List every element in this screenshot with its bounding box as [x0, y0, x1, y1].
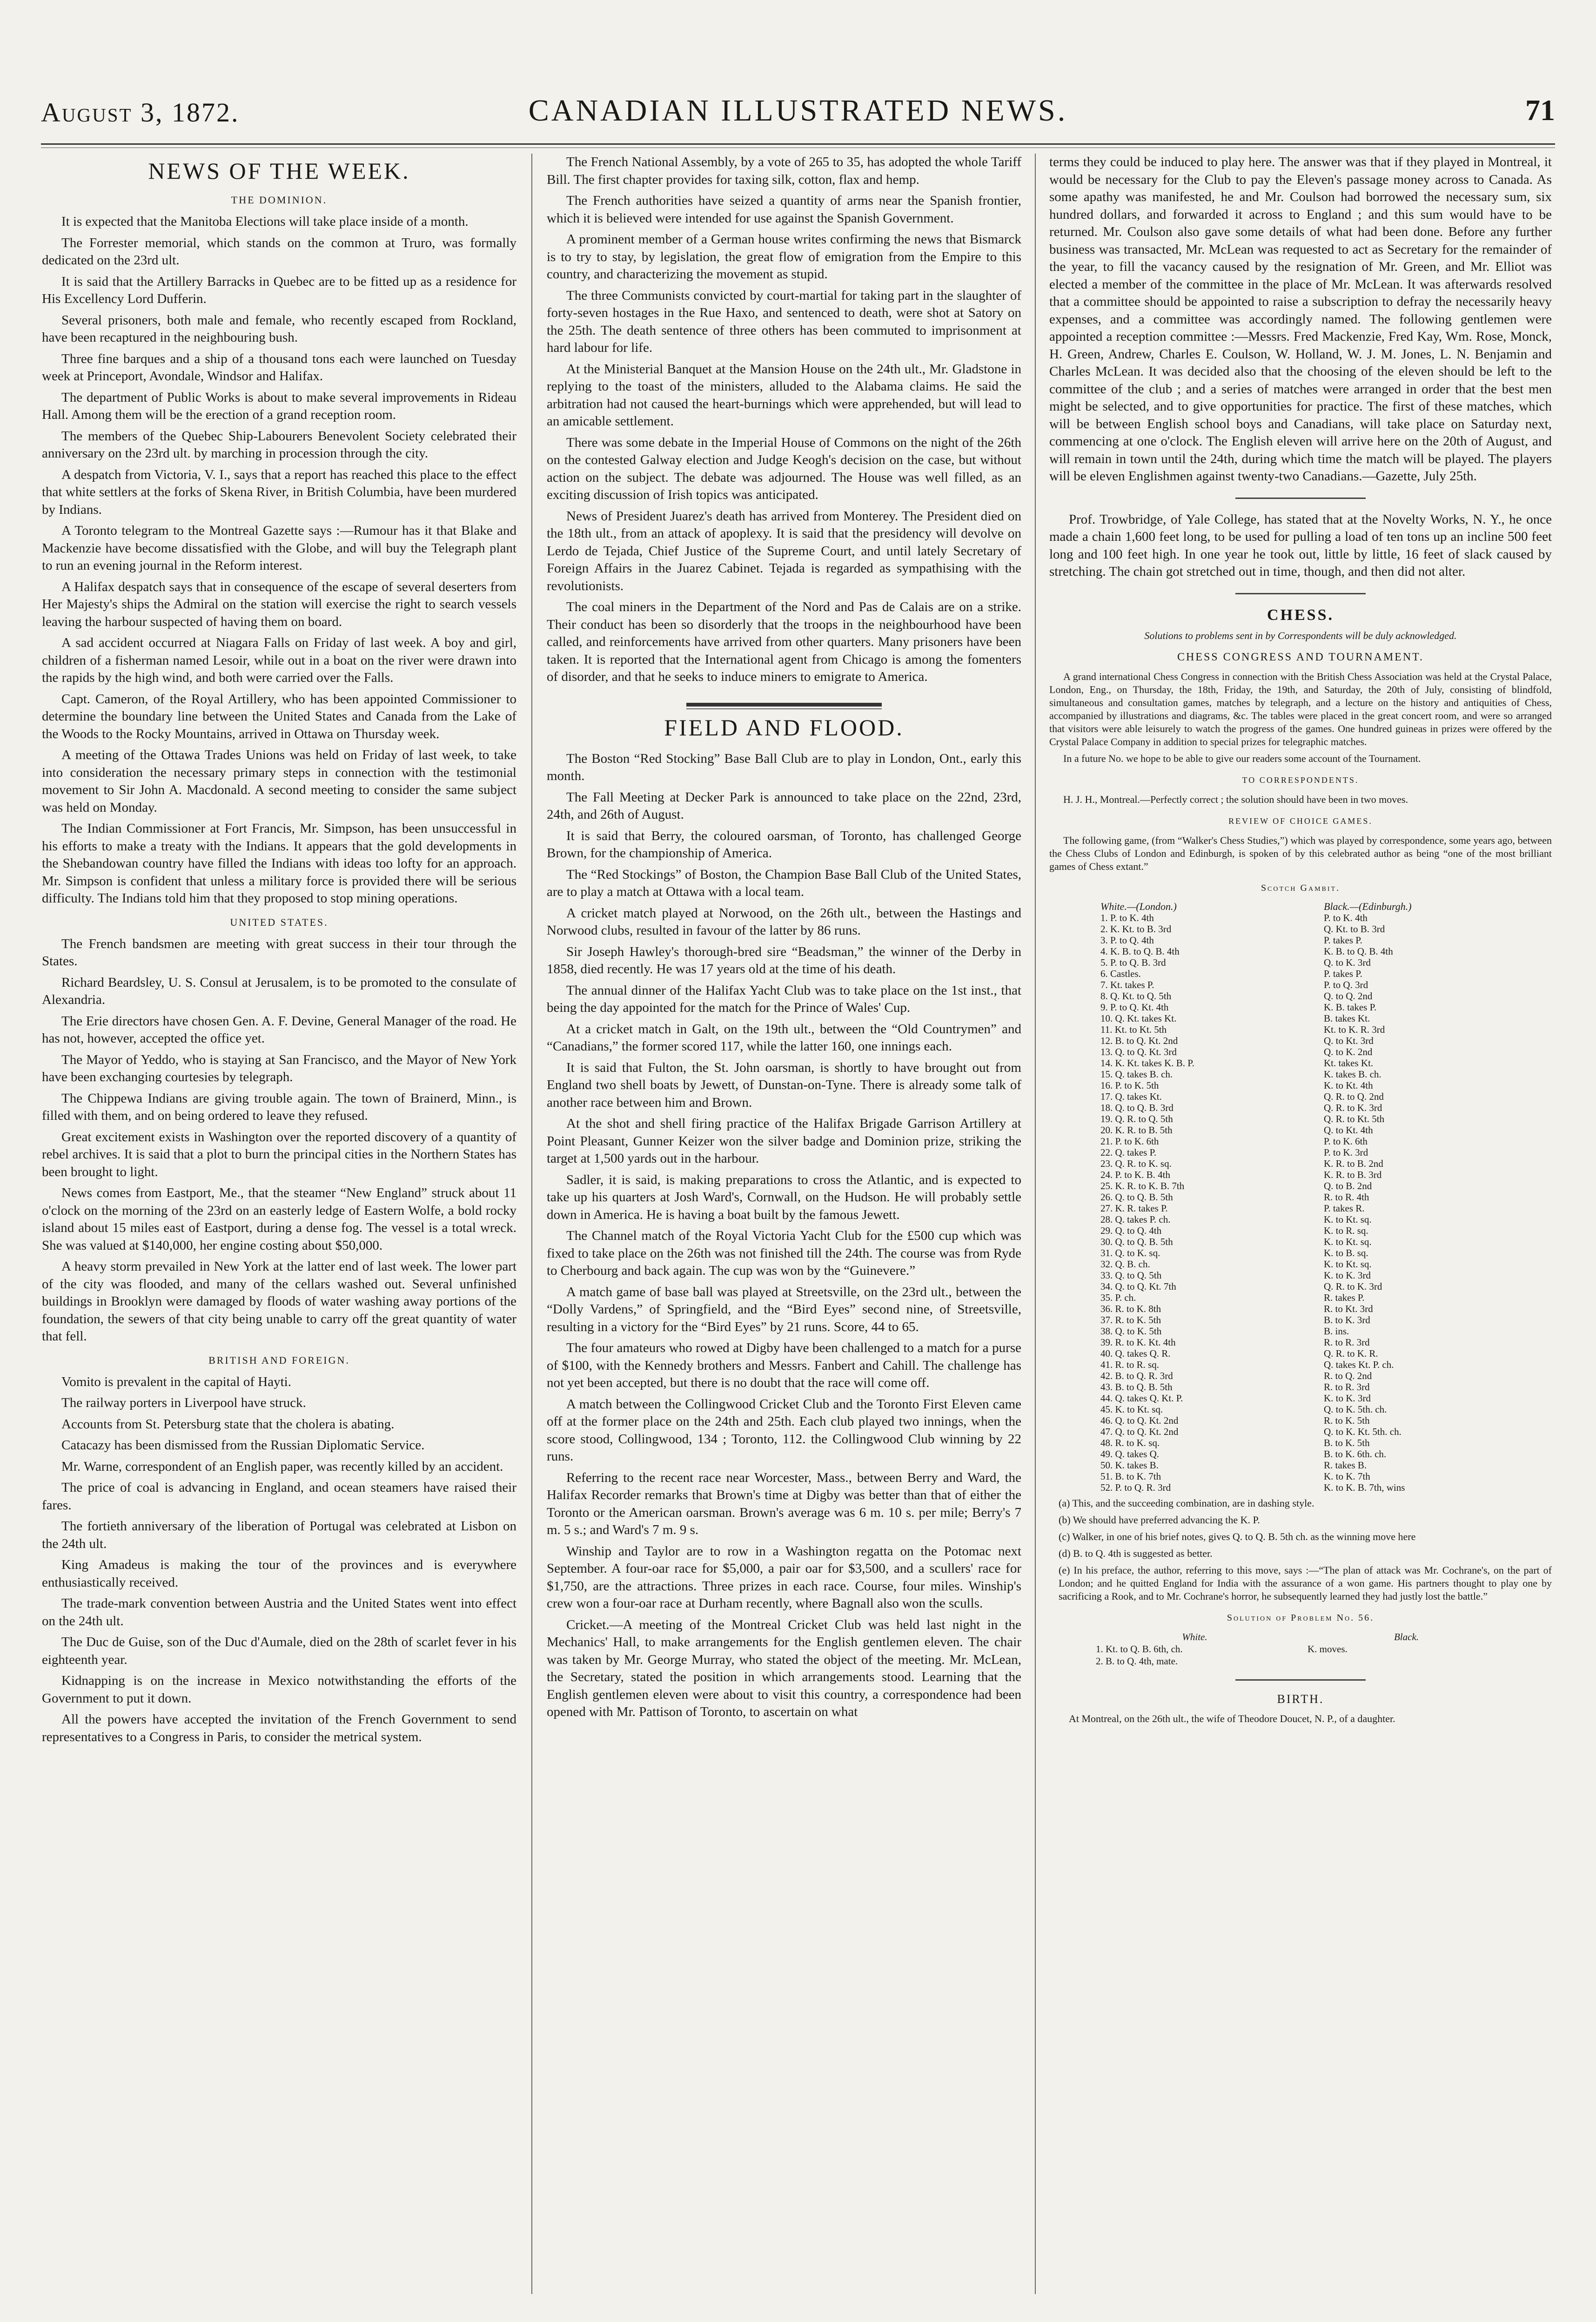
section-rule [686, 703, 882, 709]
article-paragraph: Several prisoners, both male and female, who recently escaped from Rockland, have been recaptured in the neighbouring bush. [42, 312, 516, 345]
article-paragraph: The four amateurs who rowed at Digby have been challenged to a match for a purse of $100, with the Kennedy brothers and Messrs. Fanbert and Cahill. The challenge has not yet been accepted, but there is no doubt that the race will come off. [547, 1340, 1021, 1390]
news-continued [547, 154, 1021, 686]
white-move: 34. Q. to Q. Kt. 7th [1100, 1281, 1176, 1292]
article-paragraph: The Boston “Red Stocking” Base Ball Club are to play in London, Ont., early this month. [547, 751, 1021, 783]
chess-note: (c) Walker, in one of his brief notes, gives Q. to Q. B. 5th ch. as the winning move here [1059, 1531, 1416, 1542]
page-header [41, 88, 1555, 140]
chess-note: (e) In his preface, the author, referring to this move, says :—“The plan of attack was Mr. Cochrane's, on the part of London; and he quitted England for India with the assurance of a won game. His partners thought to play one by sacrificing a Rook, and to Mr. Cochrane's horror, he subsequently learned they had justly lost the battle.” [1059, 1564, 1552, 1602]
article-paragraph: A meeting of the Ottawa Trades Unions was held on Friday of last week, to take into consideration the necessary primary steps in connection with the testimonial movement to Sir John A. Macdonald. A second meeting to consider the same subject was held on Monday. [42, 747, 516, 815]
white-move: 4. K. B. to Q. B. 4th [1100, 946, 1180, 957]
news-of-week-title: NEWS OF THE WEEK. [148, 158, 410, 184]
solution-black-move: K. moves. [1308, 1643, 1348, 1655]
white-move: 36. R. to K. 8th [1100, 1303, 1161, 1314]
white-move: 33. Q. to Q. 5th [1100, 1270, 1162, 1281]
solution-white-move: 1. Kt. to Q. B. 6th, ch. [1096, 1643, 1183, 1655]
article-paragraph: Three fine barques and a ship of a thousand tons each were launched on Tuesday week at Princeport, Avondale, Windsor and Halifax. [42, 351, 516, 384]
white-move: 45. K. to Kt. sq. [1100, 1404, 1163, 1415]
white-move: 6. Castles. [1100, 968, 1141, 979]
black-move: Q. to K. 2nd [1324, 1046, 1373, 1057]
white-move: 17. Q. takes Kt. [1100, 1091, 1162, 1102]
black-move: Q. R. to K. R. [1324, 1348, 1378, 1359]
article-paragraph: Vomito is prevalent in the capital of Hayti. [61, 1374, 291, 1389]
black-move: P. to K. 6th [1324, 1136, 1368, 1147]
white-move: 16. P. to K. 5th [1100, 1080, 1159, 1091]
black-move: K. to Kt. 4th [1324, 1080, 1373, 1091]
article-paragraph: The Mayor of Yeddo, who is staying at San Francisco, and the Mayor of New York have been exchanging courtesies by telegraph. [42, 1052, 516, 1084]
article-paragraph: Catacazy has been dismissed from the Russian Diplomatic Service. [61, 1438, 425, 1453]
article-paragraph: In a future No. we hope to be able to give our readers some account of the Tournament. [1063, 753, 1421, 764]
white-move: 50. K. takes B. [1100, 1460, 1159, 1471]
article-paragraph: The Indian Commissioner at Fort Francis, Mr. Simpson, has been unsuccessful in his efforts to make a treaty with the Indians. It appears that the gold developments in the Shebandowan country have filled the Indians with ideas too lofty for an approach. Mr. Simpson is confident that unless a military force is provided there will be serious difficulty. The Indians told him that they proposed to stop mining operations. [42, 821, 516, 906]
section-rule [1235, 593, 1366, 594]
correspondents-heading: TO CORRESPONDENTS. [1242, 775, 1359, 785]
white-move: 2. K. Kt. to B. 3rd [1100, 923, 1172, 935]
white-move: 44. Q. takes Q. Kt. P. [1100, 1393, 1183, 1404]
black-move: P. takes P. [1324, 968, 1362, 979]
black-move: Q. to K. 3rd [1324, 957, 1371, 968]
article-paragraph: H. J. H., Montreal.—Perfectly correct ; the solution should have been in two moves. [1063, 794, 1408, 805]
article-paragraph: A sad accident occurred at Niagara Falls on Friday of last week. A boy and girl, children of a fisherman named Lesoir, while out in a boat on the river were drawn into the rapids by the high wind, and both were carried over the Falls. [42, 635, 516, 685]
article-paragraph: There was some debate in the Imperial House of Commons on the night of the 26th on the contested Galway election and Judge Keogh's decision on the case, but without action on the subject. The debate was adjourned. The House was well filled, as an exciting discussion of Irish topics was anticipated. [547, 435, 1021, 502]
white-move: 27. K. R. takes P. [1100, 1203, 1168, 1214]
united-states-heading: UNITED STATES. [230, 916, 329, 928]
black-header: Black.—(Edinburgh.) [1324, 901, 1412, 912]
black-move: B. to K. 5th [1324, 1437, 1370, 1448]
black-move: Q. to K. Kt. 5th. ch. [1324, 1426, 1402, 1437]
white-move: 28. Q. takes P. ch. [1100, 1214, 1171, 1225]
black-move: Q. Kt. to B. 3rd [1324, 923, 1385, 935]
black-move: B. takes Kt. [1324, 1013, 1370, 1024]
black-move: Q. to Kt. 4th [1324, 1124, 1373, 1136]
chess-note: (a) This, and the succeeding combination, are in dashing style. [1059, 1497, 1314, 1509]
column-divider-1 [531, 154, 532, 2294]
article-paragraph: A Halifax despatch says that in consequence of the escape of several deserters from Her Majesty's ships the Admiral on the station will exercise the right to search vessels leaving the harbour suspected of having them on board. [42, 579, 516, 629]
black-move: P. to Q. 3rd [1324, 979, 1368, 990]
black-move: R. to Kt. 3rd [1324, 1303, 1373, 1314]
white-move: 47. Q. to Q. Kt. 2nd [1100, 1426, 1179, 1437]
white-move: 23. Q. R. to K. sq. [1100, 1158, 1172, 1169]
white-move: 43. B. to Q. B. 5th [1100, 1381, 1173, 1393]
chess-note: (b) We should have preferred advancing the K. P. [1059, 1514, 1260, 1526]
chess-notice: Solutions to problems sent in by Correspondents will be duly acknowledged. [1144, 630, 1457, 641]
white-move: 51. B. to K. 7th [1100, 1471, 1161, 1482]
black-move: R. to R. 3rd [1324, 1381, 1370, 1393]
solution-black-move [1308, 1655, 1505, 1667]
solution-white-header: White. [1182, 1631, 1207, 1642]
black-move: Q. to K. 5th. ch. [1324, 1404, 1387, 1415]
white-move: 8. Q. Kt. to Q. 5th [1100, 990, 1172, 1002]
white-move: 42. B. to Q. R. 3rd [1100, 1370, 1173, 1381]
article-paragraph: A match game of base ball was played at Streetsville, on the 23rd ult., between the “Dolly Vardens,” of Springfield, and the “Bird Eyes” second nine, of Streetsville, resulting in a victory for the “Bird Eyes” by 21 runs. Score, 44 to 65. [547, 1284, 1021, 1334]
black-move: K. R. to B. 2nd [1324, 1158, 1383, 1169]
article-paragraph: Kidnapping is on the increase in Mexico notwithstanding the efforts of the Government to put it down. [42, 1673, 516, 1706]
white-move: 18. Q. to Q. B. 3rd [1100, 1102, 1174, 1113]
article-paragraph: Winship and Taylor are to row in a Washington regatta on the Potomac next September. A four-oar race for $5,000, a pair oar for $3,500, and a scullers' race for $1,750, are the attractions. Three prizes in each race. Course, four miles. Winship's crew won a four-oar race at Durham recently, where Bagnall also won the sculls. [547, 1543, 1021, 1611]
black-move: K. to B. sq. [1324, 1247, 1368, 1259]
chess-note: (d) B. to Q. 4th is suggested as better. [1059, 1548, 1213, 1559]
white-move: 12. B. to Q. Kt. 2nd [1100, 1035, 1178, 1046]
article-paragraph: It is said that the Artillery Barracks in Quebec are to be fitted up as a residence for His Excellency Lord Dufferin. [42, 274, 516, 306]
black-move: Q. to Kt. 3rd [1324, 1035, 1374, 1046]
review-heading: REVIEW OF CHOICE GAMES. [1228, 816, 1373, 826]
black-move: Kt. takes Kt. [1324, 1057, 1374, 1069]
white-move: 22. Q. takes P. [1100, 1147, 1157, 1158]
article-paragraph: The department of Public Works is about to make several improvements in Rideau Hall. Among them will be the erection of a grand reception room. [42, 390, 516, 422]
white-move: 52. P. to Q. R. 3rd [1100, 1482, 1171, 1493]
black-move: R. to K. 5th [1324, 1415, 1370, 1426]
article-paragraph: A heavy storm prevailed in New York at the latter end of last week. The lower part of the city was flooded, and many of the cellars washed out. Several unfinished buildings in Brooklyn were damaged by floods of water washing away portions of the foundation, the sewers of that city being unable to carry off the great quantity of water that fell. [42, 1259, 516, 1344]
page-number: 71 [1525, 94, 1555, 127]
section-rule [1235, 498, 1366, 499]
article-paragraph: A grand international Chess Congress in connection with the British Chess Association was held at the Crystal Palace, London, Eng., on Thursday, the 18th, Friday, the 19th, and Saturday, the 20th of July, consisting of blindfold, simultaneous and consultation games, matches by telegraph, and a lecture on the history and antiquities of Chess, accompanied by illustrations and diagrams, &c. The tables were placed in the great concert room, and were so arranged that visitors were able leisurely to watch the progress of the games. One hundred guineas in prizes were offered by the Crystal Palace Company in addition to special prizes for telegraphic matches. [1049, 671, 1552, 747]
dominion-heading: THE DOMINION. [231, 194, 328, 206]
black-move: Q. R. to K. 3rd [1324, 1281, 1382, 1292]
black-move: R. to R. 3rd [1324, 1337, 1370, 1348]
article-paragraph: The Channel match of the Royal Victoria Yacht Club for the £500 cup which was fixed to take place on the 26th was not finished till the 24th. The course was from Ryde to Cherbourg and back again. The cup was won by the “Guinevere.” [547, 1228, 1021, 1278]
white-move: 46. Q. to Q. Kt. 2nd [1100, 1415, 1179, 1426]
article-paragraph: The Erie directors have chosen Gen. A. F. Devine, General Manager of the road. He has not, however, accepted the office yet. [42, 1013, 516, 1046]
black-move: B. to K. 6th. ch. [1324, 1448, 1387, 1460]
article-paragraph: The French bandsmen are meeting with great success in their tour through the States. [42, 936, 516, 969]
white-move: 49. Q. takes Q. [1100, 1448, 1159, 1460]
black-move: K. takes B. ch. [1324, 1069, 1381, 1080]
article-paragraph: King Amadeus is making the tour of the provinces and is everywhere enthusiastically received. [42, 1557, 516, 1590]
article-paragraph: Cricket.—A meeting of the Montreal Cricket Club was held last night in the Mechanics' Hall, to make arrangements for the English gentlemen eleven. The chair was taken by Mr. George Murray, who stated the object of the meeting. Mr. McLean, the Secretary, stated the position in which arrangements stood. Learning that the English gentlemen eleven were about to visit this country, a correspondence had been opened with Mr. Pattison of Toronto, to ascertain on what [547, 1617, 1021, 1719]
article-paragraph: Referring to the recent race near Worcester, Mass., between Berry and Ward, the Halifax Recorder remarks that Brown's time at Digby was better than that of either the Toronto or the American oarsman. Brown's average was 6 m. 10 s. per mile; Berry's 7 m. 5 s.; and Ward's 7 m. 9 s. [547, 1470, 1021, 1537]
article-paragraph: The Fall Meeting at Decker Park is announced to take place on the 22nd, 23rd, 24th, and 26th of August. [547, 789, 1021, 822]
white-move: 40. Q. takes Q. R. [1100, 1348, 1171, 1359]
article-paragraph: It is said that Fulton, the St. John oarsman, is shortly to have brought out from England two shell boats by Jewett, of Dunstan-on-Tyne. There is already some talk of another race between him and Brown. [547, 1060, 1021, 1110]
black-move: R. to Q. 2nd [1324, 1370, 1372, 1381]
black-move: Q. to Q. 2nd [1324, 990, 1373, 1002]
white-move: 32. Q. B. ch. [1100, 1259, 1150, 1270]
black-move: B. ins. [1324, 1326, 1349, 1337]
black-move: Q. R. to Q. 2nd [1324, 1091, 1384, 1102]
white-move: 20. K. R. to B. 5th [1100, 1124, 1173, 1136]
article-paragraph: The following game, (from “Walker's Chess Studies,”) which was played by correspondence, some years ago, between the Chess Clubs of London and Edinburgh, is spoken of by this celebrated author as being “one of the most brilliant games of Chess extant.” [1049, 835, 1552, 872]
masthead-title: CANADIAN ILLUSTRATED NEWS. [528, 94, 1068, 128]
section-rule [1235, 1679, 1366, 1681]
black-move: B. to K. 3rd [1324, 1314, 1370, 1326]
congress-heading: CHESS CONGRESS AND TOURNAMENT. [1177, 651, 1424, 663]
black-move: K. to K. 3rd [1324, 1270, 1371, 1281]
solution-white-move: 2. B. to Q. 4th, mate. [1096, 1656, 1178, 1667]
united-states-paragraphs [42, 936, 516, 1346]
british-foreign-paragraphs [42, 1373, 516, 1746]
article-paragraph: It is said that Berry, the coloured oarsman, of Toronto, has challenged George Brown, for the championship of America. [547, 828, 1021, 861]
white-move: 30. Q. to Q. B. 5th [1100, 1236, 1173, 1247]
article-paragraph: Sadler, it is said, is making preparations to cross the Atlantic, and is expected to take up his quarters at Josh Ward's, Cornwall, on the Hudson. He will probably settle down in America. He is having a boat built by the famous Jewett. [547, 1172, 1021, 1222]
article-paragraph: The members of the Quebec Ship-Labourers Benevolent Society celebrated their anniversary on the 23rd ult. by marching in procession through the city. [42, 428, 516, 461]
black-move: Q. takes Kt. P. ch. [1324, 1359, 1394, 1370]
article-paragraph: At the Ministerial Banquet at the Mansion House on the 24th ult., Mr. Gladstone in replying to the toast of the ministers, alluded to the Alabama claims. He said the arbitration had not caused the heart-burnings which were apprehended, but will lead to an amicable settlement. [547, 361, 1021, 429]
white-move: 29. Q. to Q. 4th [1100, 1225, 1162, 1236]
white-move: 25. K. R. to K. B. 7th [1100, 1180, 1185, 1191]
white-move: 41. R. to R. sq. [1100, 1359, 1160, 1370]
chess-title: CHESS. [1267, 606, 1334, 624]
article-paragraph: Mr. Warne, correspondent of an English paper, was recently killed by an accident. [61, 1459, 503, 1474]
white-move: 31. Q. to K. sq. [1100, 1247, 1160, 1259]
black-move: Q. to B. 2nd [1324, 1180, 1372, 1191]
article-paragraph: A prominent member of a German house writes confirming the news that Bismarck is to try to stay, by legislation, the great flow of emigration from the Empire to this country, and characterizing the movement as stupid. [547, 232, 1021, 282]
white-move: 14. K. Kt. takes K. B. P. [1100, 1057, 1194, 1069]
article-paragraph: Richard Beardsley, U. S. Consul at Jerusalem, is to be promoted to the consulate of Alexandria. [42, 975, 516, 1007]
article-paragraph: News of President Juarez's death has arrived from Monterey. The President died on the 18th ult., from an attack of apoplexy. It is said that the presidency will devolve on Lerdo de Tejada, Chief Justice of the Supreme Court, and until lately Secretary of Foreign Affairs in the Juarez Cabinet. Tejada is regarded as sympathising with the revolutionists. [547, 508, 1021, 593]
black-move: P. to K. 4th [1324, 912, 1368, 923]
black-move: Kt. to K. R. 3rd [1324, 1024, 1385, 1035]
white-move: 7. Kt. takes P. [1100, 979, 1154, 990]
white-move: 5. P. to Q. B. 3rd [1100, 957, 1166, 968]
white-move: 48. R. to K. sq. [1100, 1437, 1160, 1448]
article-paragraph: The coal miners in the Department of the Nord and Pas de Calais are on a strike. Their conduct has been so disorderly that the troops in the neighbourhood have been called, and reinforcements have arrived from other quarters. Many prisoners have been taken. It is reported that the International agent from Chicago is among the fomenters of disorder, and that he seeks to induce miners to emigrate to America. [547, 599, 1021, 684]
issue-date: August 3, 1872. [41, 97, 240, 128]
article-paragraph: A match between the Collingwood Cricket Club and the Toronto First Eleven came off at the former place on the 24th and 25th. Each club played two innings, when the score stood, Collingwood, 134 ; Toronto, 112. the Collingwood Club winning by 22 runs. [547, 1396, 1021, 1464]
white-move: 37. R. to K. 5th [1100, 1314, 1161, 1326]
article-paragraph: The Forrester memorial, which stands on the common at Truro, was formally dedicated on the 23rd ult. [42, 235, 516, 268]
article-paragraph: The fortieth anniversary of the liberation of Portugal was celebrated at Lisbon on the 24th ult. [42, 1519, 516, 1551]
birth-notice: At Montreal, on the 26th ult., the wife of Theodore Doucet, N. P., of a daughter. [1069, 1713, 1395, 1724]
article-paragraph: The railway porters in Liverpool have struck. [61, 1395, 306, 1410]
article-paragraph: The French authorities have seized a quantity of arms near the Spanish frontier, which it is believed were intended for use against the Spanish Government. [547, 193, 1021, 226]
article-paragraph: Great excitement exists in Washington over the reported discovery of a quantity of rebel archives. It is said that a plot to burn the principal cities in the Northern States has been brought to light. [42, 1129, 516, 1179]
article-paragraph: Prof. Trowbridge, of Yale College, has stated that at the Novelty Works, N. Y., he once made a chain 1,600 feet long, to be used for pulling a load of ten tons up an incline 500 feet long and 100 feet high. In one year he took out, little by little, 16 feet of slack caused by stretching. The chain got stretched out in time, though, and then did not alter. [1049, 512, 1552, 579]
article-paragraph: A cricket match played at Norwood, on the 26th ult., between the Hastings and Norwood clubs, resulted in favour of the latter by 86 runs. [547, 905, 1021, 938]
white-move: 26. Q. to Q. B. 5th [1100, 1191, 1173, 1203]
article-paragraph: A Toronto telegram to the Montreal Gazette says :—Rumour has it that Blake and Mackenzie have become dissatisfied with the Globe, and will buy the Telegraph plant to run an evening journal in the Reform interest. [42, 523, 516, 573]
black-move: K. to K. 3rd [1324, 1393, 1371, 1404]
black-move: P. takes R. [1324, 1203, 1365, 1214]
article-paragraph: terms they could be induced to play here. The answer was that if they played in Montreal, it would be necessary for the Club to pay the Eleven's passage money across to Canada. As some apathy was manifested, he and Mr. Coulson had borrowed the necessary sum, six hundred dollars, and forwarded it across to England ; and this sum would have to be returned. Mr. Coulson also gave some details of what had been done. Before any further business was transacted, Mr. McLean was requested to act as Secretary for the remainder of the year, to fill the vacancy caused by the resignation of Mr. Green, and Mr. Elliot was elected a member of the committee in the place of Mr. McLean. It was afterwards resolved that a committee should be appointed to raise a subscription to defray the necessarily heavy expenses, and a committee was accordingly named. The following gentlemen were appointed a reception committee :—Messrs. Fred Mackenzie, Fred Kay, Wm. Rose, Monck, H. Green, Andrew, Charles E. Coulson, W. Holland, W. J. M. Jones, L. N. Benjamin and Charles McLean. It was decided also that the choosing of the eleven should be left to the committee of the club ; and a series of matches were arranged in order that the best men might be selected, and to give opportunities for practice. The first of these matches, which will be between English school boys and Canadians, will take place on Saturday next, commencing at one o'clock. The English eleven will arrive here on the 20th of August, and will remain in town until the 24th, during which time the match will be played. The players will be eleven Englishmen against twenty-two Canadians.—Gazette, July 25th. [1049, 155, 1552, 484]
white-move: 24. P. to K. B. 4th [1100, 1169, 1170, 1180]
article-paragraph: At a cricket match in Galt, on the 19th ult., between the “Old Countrymen” and “Canadians,” the former scored 117, while the latter 160, one innings each. [547, 1021, 1021, 1054]
chess-game-moves [1100, 901, 1533, 1493]
article-paragraph: The annual dinner of the Halifax Yacht Club was to take place on the 1st inst., that being the day appointed for the match for the Prince of Wales' Cup. [547, 983, 1021, 1015]
black-move: K. B. takes P. [1324, 1002, 1377, 1013]
header-rule [41, 143, 1555, 148]
article-paragraph: The French National Assembly, by a vote of 265 to 35, has adopted the whole Tariff Bill. The first chapter provides for taxing silk, cotton, flax and hemp. [547, 155, 1021, 187]
black-move: Q. R. to Kt. 5th [1324, 1113, 1385, 1124]
black-move: K. to Kt. sq. [1324, 1236, 1372, 1247]
black-move: R. takes B. [1324, 1460, 1367, 1471]
black-move: K. to R. sq. [1324, 1225, 1368, 1236]
solution-heading: Solution of Problem No. 56. [1227, 1613, 1375, 1623]
article-paragraph: It is expected that the Manitoba Elections will take place inside of a month. [61, 214, 469, 229]
white-header: White.—(London.) [1100, 901, 1177, 912]
black-move: Q. R. to K. 3rd [1324, 1102, 1382, 1113]
birth-heading: BIRTH. [1277, 1692, 1324, 1706]
white-move: 38. Q. to K. 5th [1100, 1326, 1162, 1337]
article-paragraph: News comes from Eastport, Me., that the steamer “New England” struck about 11 o'clock on the morning of the 23rd on an easterly ledge of Eastern Wolfe, a bold rocky island about 15 miles east of Eastport, during a dense fog. The vessel is a total wreck. She was valued at $140,000, her engine costing about $50,000. [42, 1185, 516, 1253]
black-move: K. R. to B. 3rd [1324, 1169, 1382, 1180]
article-paragraph: Accounts from St. Petersburg state that the cholera is abating. [61, 1416, 395, 1432]
article-paragraph: At the shot and shell firing practice of the Halifax Brigade Garrison Artillery at Point Pleasant, Gunner Keizer won the silver badge and Dominion prize, striking the target at 1,500 yards out in the harbour. [547, 1116, 1021, 1166]
white-move: 11. Kt. to Kt. 5th [1100, 1024, 1167, 1035]
black-move: K. to K. B. 7th, wins [1324, 1482, 1405, 1493]
white-move: 15. Q. takes B. ch. [1100, 1069, 1173, 1080]
article-paragraph: A despatch from Victoria, V. I., says that a report has reached this place to the effect that white settlers at the forks of Skena River, in British Columbia, have been murdered by Indians. [42, 467, 516, 517]
column-2 [547, 154, 1021, 2294]
white-move: 9. P. to Q. Kt. 4th [1100, 1002, 1169, 1013]
black-move: K. to Kt. sq. [1324, 1259, 1372, 1270]
black-move: K. to K. 7th [1324, 1471, 1370, 1482]
black-move: R. takes P. [1324, 1292, 1365, 1303]
white-move: 10. Q. Kt. takes Kt. [1100, 1013, 1177, 1024]
black-move: P. takes P. [1324, 935, 1362, 946]
black-move: K. to Kt. sq. [1324, 1214, 1372, 1225]
dominion-paragraphs [42, 213, 516, 908]
article-paragraph: The Chippewa Indians are giving trouble again. The town of Brainerd, Minn., is filled with them, and on being ordered to leave they refused. [42, 1090, 516, 1123]
article-paragraph: Sir Joseph Hawley's thorough-bred sire “Beadsman,” the winner of the Derby in 1858, died recently. He was 17 years old at the time of his death. [547, 944, 1021, 976]
solution-moves [1096, 1631, 1505, 1667]
column-divider-2 [1035, 154, 1036, 2294]
black-move: R. to R. 4th [1324, 1191, 1369, 1203]
column-1 [42, 154, 516, 2294]
game-heading: Scotch Gambit. [1261, 883, 1341, 893]
white-move: 13. Q. to Q. Kt. 3rd [1100, 1046, 1177, 1057]
british-foreign-heading: BRITISH AND FOREIGN. [208, 1354, 350, 1366]
black-move: P. to K. 3rd [1324, 1147, 1368, 1158]
white-move: 39. R. to K. Kt. 4th [1100, 1337, 1176, 1348]
field-and-flood-title: FIELD AND FLOOD. [664, 714, 904, 740]
article-paragraph: Capt. Cameron, of the Royal Artillery, who has been appointed Commissioner to determine the boundary line between the United States and Canada from the Lake of the Woods to the Rocky Mountains, arrived in Ottawa on Thursday week. [42, 691, 516, 741]
chess-notes [1049, 1497, 1552, 1603]
white-move: 35. P. ch. [1100, 1292, 1136, 1303]
article-paragraph: All the powers have accepted the invitation of the French Government to send representatives to a Congress in Paris, to consider the metrical system. [42, 1712, 516, 1744]
white-move: 1. P. to K. 4th [1100, 912, 1154, 923]
article-paragraph: The three Communists convicted by court-martial for taking part in the slaughter of forty-seven hostages in the Rue Haxo, and sentenced to death, were shot at Satory on the 25th. The death sentence of three others has been commuted to imprisonment at hard labour for life. [547, 288, 1021, 355]
white-move: 21. P. to K. 6th [1100, 1136, 1159, 1147]
white-move: 19. Q. R. to Q. 5th [1100, 1113, 1173, 1124]
article-paragraph: The price of coal is advancing in England, and ocean steamers have raised their fares. [42, 1480, 516, 1513]
field-paragraphs [547, 750, 1021, 1721]
article-paragraph: The “Red Stockings” of Boston, the Champion Base Ball Club of the United States, are to play a match at Ottawa with a local team. [547, 867, 1021, 899]
white-move: 3. P. to Q. 4th [1100, 935, 1154, 946]
article-paragraph: The Duc de Guise, son of the Duc d'Aumale, died on the 28th of scarlet fever in his eighteenth year. [42, 1635, 516, 1667]
black-move: K. B. to Q. B. 4th [1324, 946, 1393, 957]
column-3 [1049, 154, 1552, 2294]
solution-black-header: Black. [1394, 1631, 1419, 1642]
article-paragraph: The trade-mark convention between Austria and the United States went into effect on the 24th ult. [42, 1596, 516, 1629]
chess-section [1049, 629, 1552, 1667]
